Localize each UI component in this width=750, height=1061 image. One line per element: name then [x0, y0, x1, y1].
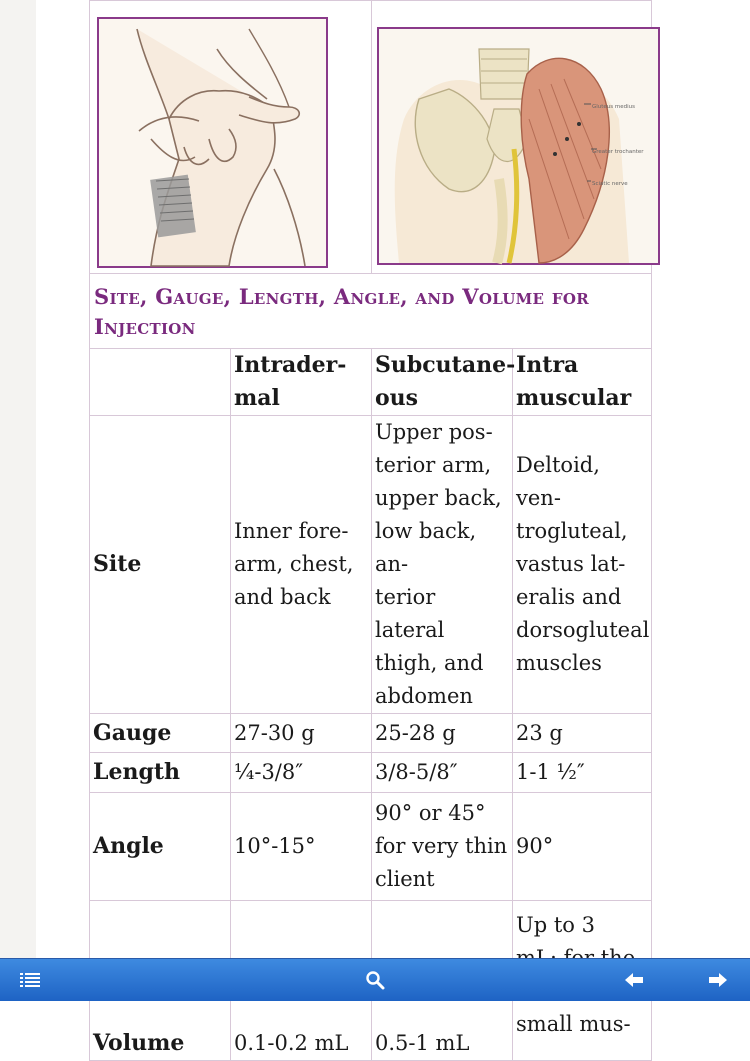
table-heading — [90, 274, 652, 349]
arrow-left-icon — [624, 972, 644, 988]
row-label-gauge: Gauge — [90, 714, 231, 753]
site-intradermal: Inner fore- arm, chest, and back — [231, 416, 372, 714]
table-heading-line2: Injection — [94, 314, 196, 339]
row-label-volume: Volume — [90, 901, 231, 1061]
site-subcutaneous: Upper pos- terior arm, upper back, low back, an- terior lateral thigh, and abdomen — [372, 416, 513, 714]
column-header-intradermal: Intrader- mal — [231, 349, 372, 416]
table-of-contents-button[interactable] — [0, 959, 60, 1001]
arrow-right-icon — [708, 972, 728, 988]
angle-intramuscular: 90° — [513, 793, 652, 901]
row-label-length: Length — [90, 753, 231, 793]
gauge-intradermal: 27-30 g — [231, 714, 372, 753]
list-icon — [20, 972, 40, 988]
row-label-site: Site — [90, 416, 231, 714]
gluteal-injection-figure — [377, 27, 660, 265]
table-row-site — [90, 416, 652, 714]
table-row-gauge — [90, 714, 652, 753]
volume-intradermal: 0.1-0.2 mL — [231, 901, 372, 1061]
next-page-button[interactable] — [688, 959, 748, 1001]
column-header-empty — [90, 349, 231, 416]
intramuscular-illustration-cell — [372, 1, 652, 274]
intradermal-illustration-cell — [90, 1, 372, 274]
length-intradermal: ¼-3/8″ — [231, 753, 372, 793]
volume-intramuscular: Up to 3 small mus- — [513, 901, 652, 1061]
column-header-row — [90, 349, 652, 416]
length-subcutaneous: 3/8-5/8″ — [372, 753, 513, 793]
angle-subcutaneous: 90° or 45° for very thin client — [372, 793, 513, 901]
search-button[interactable] — [345, 959, 405, 1001]
row-label-angle: Angle — [90, 793, 231, 901]
forearm-illustration — [99, 19, 326, 266]
volume-subcutaneous: 0.5-1 mL — [372, 901, 513, 1061]
injection-table — [89, 0, 652, 1061]
previous-page-button[interactable] — [604, 959, 664, 1001]
figure-label-trochanter: Greater trochanter — [592, 149, 644, 155]
column-header-intramuscular: Intra muscular — [513, 349, 652, 416]
angle-intradermal: 10°-15° — [231, 793, 372, 901]
figure-label-gluteus: Gluteus medius — [592, 104, 636, 110]
column-header-subcutaneous: Subcutane- ous — [372, 349, 513, 416]
document-page — [89, 0, 651, 1056]
table-heading-row — [90, 274, 652, 349]
table-row-angle — [90, 793, 652, 901]
table-heading-line1: Site, Gauge, Length, Angle, and Volume for — [94, 284, 589, 309]
figure-label-sciatic: Sciatic nerve — [592, 181, 628, 187]
table-row-length — [90, 753, 652, 793]
reader-toolbar — [0, 958, 750, 1001]
forearm-injection-figure — [97, 17, 328, 268]
left-page-gutter — [0, 0, 36, 958]
gauge-intramuscular: 23 g — [513, 714, 652, 753]
illustration-row — [90, 1, 652, 274]
search-icon — [365, 970, 385, 990]
site-intramuscular: Deltoid, ven- trogluteal, vastus lat- eralis and dorsogluteal muscles — [513, 416, 652, 714]
length-intramuscular: 1-1 ½″ — [513, 753, 652, 793]
gauge-subcutaneous: 25-28 g — [372, 714, 513, 753]
pelvis-illustration — [379, 29, 658, 263]
